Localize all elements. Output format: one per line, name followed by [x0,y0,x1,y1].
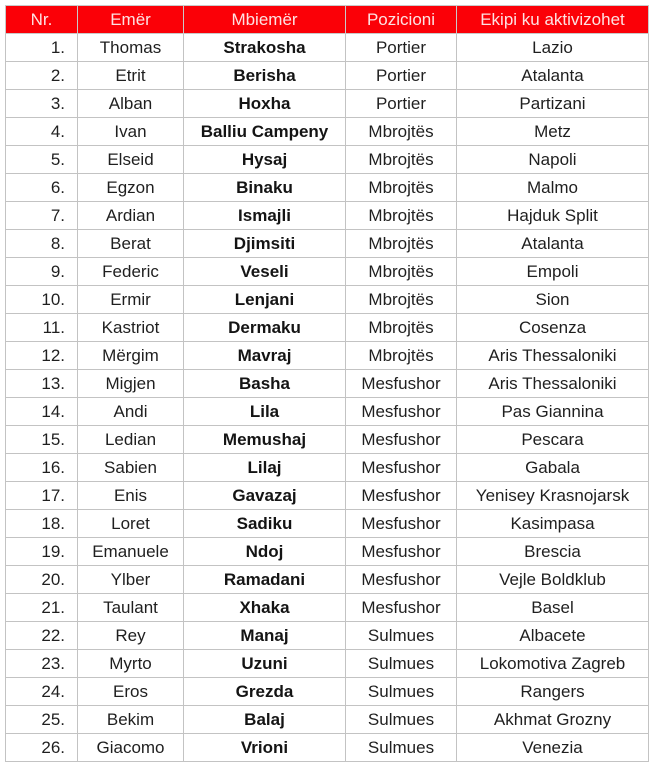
player-number-cell: 21. [6,594,78,622]
club-cell: Kasimpasa [457,510,649,538]
player-number-cell: 5. [6,146,78,174]
player-number-cell: 16. [6,454,78,482]
first-name-cell: Etrit [78,62,184,90]
first-name-cell: Mërgim [78,342,184,370]
club-cell: Akhmat Grozny [457,706,649,734]
last-name-cell: Vrioni [184,734,346,762]
last-name-cell: Binaku [184,174,346,202]
player-number-cell: 10. [6,286,78,314]
position-cell: Mesfushor [346,594,457,622]
player-number-cell: 18. [6,510,78,538]
position-cell: Mbrojtës [346,146,457,174]
squad-table-container [5,5,649,762]
last-name-cell: Lila [184,398,346,426]
last-name-cell: Mavraj [184,342,346,370]
player-number-cell: 17. [6,482,78,510]
table-row [6,314,649,342]
last-name-cell: Grezda [184,678,346,706]
player-number-cell: 3. [6,90,78,118]
last-name-cell: Djimsiti [184,230,346,258]
header-nr: Nr. [6,6,78,34]
first-name-cell: Enis [78,482,184,510]
position-cell: Mesfushor [346,538,457,566]
first-name-cell: Ledian [78,426,184,454]
last-name-cell: Berisha [184,62,346,90]
first-name-cell: Ylber [78,566,184,594]
club-cell: Malmo [457,174,649,202]
first-name-cell: Ivan [78,118,184,146]
first-name-cell: Elseid [78,146,184,174]
last-name-cell: Ismajli [184,202,346,230]
table-row [6,230,649,258]
first-name-cell: Ardian [78,202,184,230]
first-name-cell: Alban [78,90,184,118]
table-row [6,622,649,650]
club-cell: Pescara [457,426,649,454]
last-name-cell: Basha [184,370,346,398]
table-row [6,678,649,706]
table-row [6,650,649,678]
club-cell: Cosenza [457,314,649,342]
club-cell: Atalanta [457,62,649,90]
table-row [6,566,649,594]
first-name-cell: Eros [78,678,184,706]
table-row [6,594,649,622]
position-cell: Mesfushor [346,426,457,454]
table-row [6,258,649,286]
table-row [6,174,649,202]
position-cell: Mesfushor [346,482,457,510]
table-row [6,62,649,90]
club-cell: Venezia [457,734,649,762]
first-name-cell: Rey [78,622,184,650]
first-name-cell: Emanuele [78,538,184,566]
header-mbiemer: Mbiemër [184,6,346,34]
first-name-cell: Migjen [78,370,184,398]
player-number-cell: 19. [6,538,78,566]
first-name-cell: Taulant [78,594,184,622]
table-row [6,398,649,426]
first-name-cell: Giacomo [78,734,184,762]
player-number-cell: 15. [6,426,78,454]
position-cell: Mesfushor [346,510,457,538]
club-cell: Metz [457,118,649,146]
last-name-cell: Balaj [184,706,346,734]
last-name-cell: Ramadani [184,566,346,594]
table-row [6,454,649,482]
position-cell: Portier [346,34,457,62]
table-row [6,426,649,454]
first-name-cell: Ermir [78,286,184,314]
last-name-cell: Hysaj [184,146,346,174]
player-number-cell: 8. [6,230,78,258]
last-name-cell: Hoxha [184,90,346,118]
club-cell: Lazio [457,34,649,62]
position-cell: Mesfushor [346,370,457,398]
position-cell: Mbrojtës [346,118,457,146]
club-cell: Hajduk Split [457,202,649,230]
club-cell: Atalanta [457,230,649,258]
first-name-cell: Federic [78,258,184,286]
position-cell: Mbrojtës [346,314,457,342]
club-cell: Vejle Boldklub [457,566,649,594]
player-number-cell: 1. [6,34,78,62]
position-cell: Sulmues [346,650,457,678]
position-cell: Sulmues [346,734,457,762]
player-number-cell: 6. [6,174,78,202]
last-name-cell: Ndoj [184,538,346,566]
last-name-cell: Balliu Campeny [184,118,346,146]
club-cell: Napoli [457,146,649,174]
position-cell: Mesfushor [346,566,457,594]
position-cell: Mesfushor [346,398,457,426]
player-number-cell: 24. [6,678,78,706]
position-cell: Mbrojtës [346,342,457,370]
player-number-cell: 25. [6,706,78,734]
first-name-cell: Egzon [78,174,184,202]
header-row [6,6,649,34]
club-cell: Brescia [457,538,649,566]
club-cell: Sion [457,286,649,314]
club-cell: Lokomotiva Zagreb [457,650,649,678]
club-cell: Albacete [457,622,649,650]
player-number-cell: 22. [6,622,78,650]
position-cell: Mbrojtës [346,258,457,286]
first-name-cell: Sabien [78,454,184,482]
club-cell: Gabala [457,454,649,482]
last-name-cell: Gavazaj [184,482,346,510]
table-row [6,342,649,370]
first-name-cell: Thomas [78,34,184,62]
first-name-cell: Bekim [78,706,184,734]
first-name-cell: Andi [78,398,184,426]
table-row [6,538,649,566]
first-name-cell: Kastriot [78,314,184,342]
table-row [6,90,649,118]
last-name-cell: Sadiku [184,510,346,538]
position-cell: Sulmues [346,622,457,650]
player-number-cell: 4. [6,118,78,146]
position-cell: Portier [346,62,457,90]
player-number-cell: 11. [6,314,78,342]
position-cell: Mbrojtës [346,202,457,230]
club-cell: Partizani [457,90,649,118]
club-cell: Basel [457,594,649,622]
club-cell: Yenisey Krasnojarsk [457,482,649,510]
table-row [6,286,649,314]
last-name-cell: Xhaka [184,594,346,622]
table-row [6,118,649,146]
club-cell: Rangers [457,678,649,706]
table-row [6,734,649,762]
club-cell: Aris Thessaloniki [457,342,649,370]
last-name-cell: Strakosha [184,34,346,62]
player-number-cell: 9. [6,258,78,286]
position-cell: Sulmues [346,678,457,706]
header-emer: Emër [78,6,184,34]
squad-table [5,5,649,762]
last-name-cell: Lilaj [184,454,346,482]
position-cell: Portier [346,90,457,118]
player-number-cell: 2. [6,62,78,90]
table-row [6,706,649,734]
table-row [6,146,649,174]
header-pozicioni: Pozicioni [346,6,457,34]
table-row [6,510,649,538]
position-cell: Mbrojtës [346,174,457,202]
first-name-cell: Myrto [78,650,184,678]
first-name-cell: Berat [78,230,184,258]
player-number-cell: 13. [6,370,78,398]
table-row [6,370,649,398]
last-name-cell: Memushaj [184,426,346,454]
table-row [6,202,649,230]
table-row [6,482,649,510]
player-number-cell: 23. [6,650,78,678]
position-cell: Mbrojtës [346,286,457,314]
last-name-cell: Dermaku [184,314,346,342]
table-body [6,34,649,762]
header-ekipi: Ekipi ku aktivizohet [457,6,649,34]
player-number-cell: 14. [6,398,78,426]
club-cell: Pas Giannina [457,398,649,426]
table-header [6,6,649,34]
last-name-cell: Lenjani [184,286,346,314]
player-number-cell: 7. [6,202,78,230]
player-number-cell: 26. [6,734,78,762]
club-cell: Aris Thessaloniki [457,370,649,398]
club-cell: Empoli [457,258,649,286]
position-cell: Mbrojtës [346,230,457,258]
first-name-cell: Loret [78,510,184,538]
player-number-cell: 20. [6,566,78,594]
last-name-cell: Uzuni [184,650,346,678]
player-number-cell: 12. [6,342,78,370]
position-cell: Mesfushor [346,454,457,482]
last-name-cell: Manaj [184,622,346,650]
last-name-cell: Veseli [184,258,346,286]
position-cell: Sulmues [346,706,457,734]
table-row [6,34,649,62]
